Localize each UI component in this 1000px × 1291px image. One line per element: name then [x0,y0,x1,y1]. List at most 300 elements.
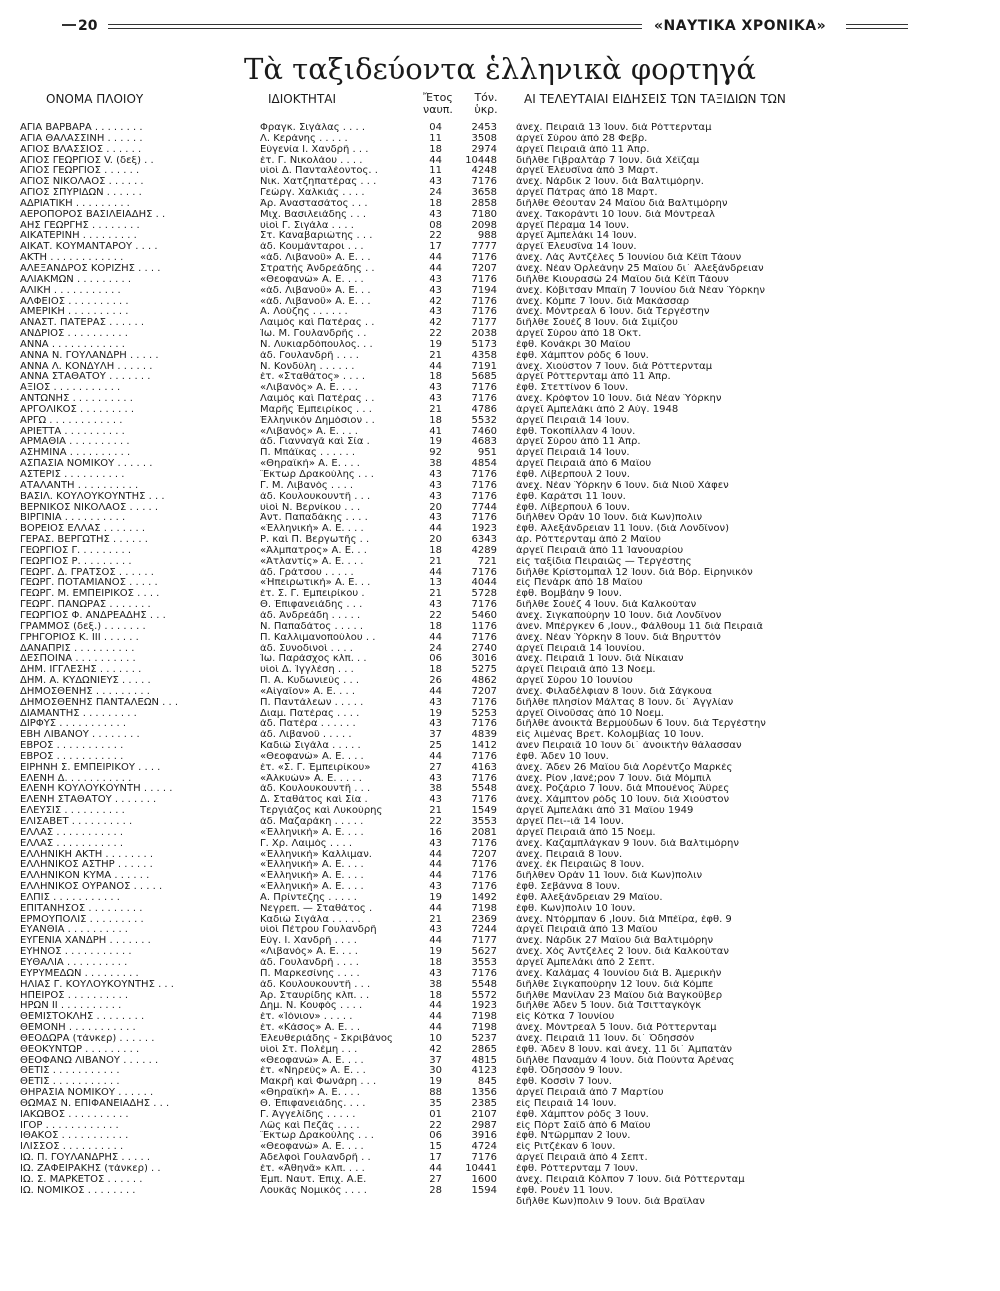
ship-name: ΗΠΕΙΡΟΣ . . . . . . . . . . [20,990,129,1001]
table-row [0,633,1000,644]
tonnage: 5728 [471,589,497,600]
owner: Νεγρεπ. — Σταθάτος . [260,903,373,914]
ship-name: ΕΥΘΑΛΙΑ . . . . . . . . . . [20,957,128,968]
ship-name: ΔΗΜ. Α. ΚΥΔΩΝΙΕΥΣ . . . . . [20,676,151,687]
build-year: 37 [429,1055,442,1066]
tonnage: 7176 [471,1153,497,1164]
build-year: 44 [429,155,442,166]
ship-name: ΕΥΓΕΝΙΑ ΧΑΝΔΡΗ . . . . . . . [20,936,151,947]
table-row [0,925,1000,936]
ship-name: ΓΕΩΡΓ. ΠΑΝΩΡΑΣ . . . . . . . [20,600,151,611]
tonnage: 3658 [471,188,497,199]
build-year: 27 [429,1174,442,1185]
owner: «Ἑλληνική» Α. Ε. . . . [260,524,364,535]
table-row [0,546,1000,557]
build-year: 38 [429,459,442,470]
ship-name: ΑΓΙΑ ΘΑΛΑΣΣΙΝΗ . . . . . . [20,133,143,144]
ship-name: ΔΗΜΟΣΘΕΝΗΣ ΠΑΝΤΑΛΕΩΝ . . . [20,697,179,708]
tonnage: 7176 [471,296,497,307]
tonnage: 1923 [471,1001,497,1012]
build-year: 44 [429,1023,442,1034]
owner: ἀδ. Γράτσου . . . . . [260,567,354,578]
latest-news: ἀργεῖ Ἀμπελάκι ἀπὸ 31 Μαΐου 1949 [516,806,694,817]
latest-news: εἰς Κότκα 7 Ἰουνίου [516,1012,615,1023]
owner: ἀδ. Κουλουκουντῆ . . . [260,979,371,990]
table-row [0,1077,1000,1088]
build-year: 30 [429,1066,442,1077]
owner: «Ἑλληνική» Α. Ε. . . . [260,860,364,871]
latest-news: ἀνεχ. Μόντρεαλ 5 Ἰουν. διὰ Ρόττερνταμ [516,1023,717,1034]
latest-news: ἀνεχ. Νέαν Ὀρλεάνην 25 Μαΐου δι᾿ Ἀλεξάνδρειαν [516,263,764,274]
tonnage: 7244 [471,925,497,936]
table-row [0,687,1000,698]
ship-name: ΓΕΩΡΓΙΟΣ Γ. . . . . . . . . [20,545,132,556]
latest-news: ἀνεχ. Κρόφτον 10 Ἰουν. διὰ Νέαν Ὑόρκην [516,394,722,405]
latest-news: διῆλθε πλησίον Μάλτας 8 Ἰουν. δι᾿ Ἀγγλίαν [516,697,734,708]
build-year: 43 [429,480,442,491]
tonnage: 2865 [471,1044,497,1055]
tonnage: 7177 [471,318,497,329]
latest-news: ἀνεχ. Ἄδεν 26 Μαΐου διὰ Λορέντζο Μαρκὲς [516,762,733,773]
table-row [0,568,1000,579]
article-title: Τὰ ταξιδεύοντα ἑλληνικὰ φορτηγά [244,52,756,86]
owner: ἐτ. «Σταθάτος» . . . . [260,372,366,383]
build-year: 42 [429,296,442,307]
latest-news: εἰς Ριτζέκαν 6 Ἰουν. [516,1142,616,1153]
build-year: 44 [429,686,442,697]
owner: «Θεοφανὼ» Α. Ε. . . . [260,1142,364,1153]
owner: Τεργιάζος καὶ Λυκούρης [260,806,383,817]
owner: Ἕκτωρ Δρακούλης . . . [260,470,374,480]
table-row [0,1175,1000,1186]
tonnage: 951 [477,448,497,459]
table-row [0,503,1000,514]
owner: ἀδ. Κουλουκουντῆ . . . [260,784,371,795]
ship-name: ΕΛΛΗΝΙΚΗ ΑΚΤΗ . . . . . . . . [20,849,154,860]
build-year: 18 [429,372,442,383]
table-row [0,253,1000,264]
ship-name: ΓΕΡΑΣ. ΒΕΡΓΩΤΗΣ . . . . . . [20,535,148,546]
tonnage: 2385 [471,1098,497,1109]
latest-news: ἐφθ. Ρόττερνταμ 7 Ἰουν. [516,1164,639,1174]
table-row [0,904,1000,915]
ship-name: ΕΥΡΥΜΕΔΩΝ . . . . . . . . . [20,968,139,979]
table-row [0,654,1000,665]
journal-title: «ΝΑΥΤΙΚΑ ΧΡΟΝΙΚΑ» [654,18,827,34]
owner: ἀδ. Γουλανδρῆ . . . . [260,350,359,361]
table-row [0,134,1000,145]
tonnage: 5572 [471,990,497,1001]
tonnage: 2987 [471,1120,497,1131]
table-row [0,1034,1000,1045]
build-year: 43 [429,307,442,318]
table-row [0,1023,1000,1034]
build-year: 44 [429,936,442,947]
table-row [0,557,1000,568]
tonnage: 4289 [471,545,497,556]
ship-name: ΔΗΜ. ΙΓΓΛΕΣΗΣ . . . . . . . [20,665,142,676]
table-row [0,644,1000,655]
tonnage: 3553 [471,817,497,827]
owner: «Ἑλληνική» Α. Ε. . . . [260,871,364,882]
table-row [0,860,1000,871]
owner: Διαμ. Πατέρας . . . . [260,708,360,719]
owner: Π. Μαρκεσίνης . . . . [260,968,360,979]
latest-news: διῆλθε Γιβραλτὰρ 7 Ἰουν. διὰ Χέϊζαμ [516,155,700,166]
tonnage: 7460 [471,426,497,437]
build-year: 04 [429,123,442,133]
table-row [0,719,1000,730]
owner: ἐτ. «Νηρεύς» Α. Ε. . . [260,1066,366,1077]
ship-name: ΑΔΡΙΑΤΙΚΗ . . . . . . . . . [20,198,130,209]
tonnage: 4862 [471,676,497,687]
ship-name: ΒΕΡΝΙΚΟΣ ΝΙΚΟΛΑΟΣ . . . . . [20,502,159,513]
build-year: 44 [429,263,442,274]
ship-name: ΘΕΟΦΑΝΩ ΛΙΒΑΝΟΥ . . . . . . [20,1055,159,1066]
tonnage: 1549 [471,806,497,817]
build-year: 28 [429,1185,442,1196]
latest-news: ἀνεχ. Καζαμπλάγκαν 9 Ἰουν. διὰ Βαλτιμόρην [516,838,739,849]
tonnage: 7744 [471,502,497,513]
latest-news: ἐφθ. Βομβάην 9 Ἰουν. [516,589,622,600]
table-row [0,145,1000,156]
build-year: 38 [429,784,442,795]
latest-news: ἀνεχ. ἐκ Πειραιῶς 8 Ἰουν. [516,860,645,871]
build-year: 19 [429,947,442,958]
ship-name: ΒΑΣΙΛ. ΚΟΥΛΟΥΚΟΥΝΤΗΣ . . . [20,491,165,502]
latest-news: ἀργεῖ Ἀμπελάκι ἀπὸ 2 Αὐγ. 1948 [516,404,679,415]
build-year: 42 [429,318,442,329]
owner: Θ. Ἐπιφανειάδης . . . [260,600,363,611]
header-rule-middle [108,24,642,29]
ship-name: ΑΙΚΑΤΕΡΙΝΗ . . . . . . . . . [20,231,137,242]
latest-news: ἀνεχ. Κόβιτσαν Μπαῒη 7 Ἰουνίου διὰ Νέαν Ὑόρκην [516,285,765,296]
build-year: 92 [429,448,442,459]
latest-news: ἀργεῖ Πειραιᾶ ἀπὸ 13 Μαΐου [516,925,658,936]
owner: Π. Παντάλεων . . . . . [260,697,364,708]
latest-news: ἀνεχ. Σιγκαπούρην 10 Ἰουν. διὰ Λονδῖνον [516,610,722,621]
owner: Π. Καλλιμανοπούλου . . [260,632,376,643]
header-rule-left [62,24,76,26]
owner: υἱοὶ Γ. Σιγάλα . . . . [260,220,354,231]
tonnage: 2081 [471,827,497,838]
build-year: 06 [429,1131,442,1142]
ship-name: ΙΑΚΩΒΟΣ . . . . . . . . . . [20,1109,129,1120]
ship-name: ΑΡΜΑΘΙΑ . . . . . . . . . . [20,437,130,448]
tonnage: 5253 [471,708,497,719]
tonnage: 7207 [471,849,497,860]
ship-table [0,123,1000,1207]
table-row [0,427,1000,438]
table-row [0,947,1000,958]
table-row [0,405,1000,416]
table-row [0,524,1000,535]
ship-name: ΘΕΜΙΣΤΟΚΛΗΣ . . . . . . . . [20,1012,145,1023]
header-rule-right [846,24,908,29]
table-row [0,188,1000,199]
table-row [0,958,1000,969]
owner: Στ. Καναβαριώτης . . . [260,231,373,242]
owner: «ἀδ. Λιβανοῦ» Α. Ε. . . [260,253,371,264]
table-row [0,362,1000,373]
build-year: 20 [429,502,442,513]
owner: Ἐμπ. Ναυτ. Ἐπιχ. Α.Ε. [260,1174,367,1185]
ship-name: ΓΕΩΡΓ. Δ. ΓΡΑΤΣΟΣ . . . . . . [20,567,154,578]
ship-name: ΙΩ. Π. ΓΟΥΛΑΝΔΡΗΣ . . . . . [20,1153,151,1164]
ship-name: ΕΛΛΑΣ . . . . . . . . . . . [20,827,124,838]
latest-news: ἐφθ. Ἀλεξάνδρειαν 29 Μαΐου. [516,892,663,903]
latest-news: διῆλθε Θέουταν 24 Μαΐου διὰ Βαλτιμόρην [516,198,728,209]
owner: «Ἀλμπατρος» Α. Ε. . . [260,545,367,556]
tonnage: 3016 [471,654,497,665]
column-header-tons: Τόν. ὑκρ. [474,91,498,116]
owner: Ἑλληνικὸν Δημόσιον . . [260,415,375,426]
table-row [0,665,1000,676]
build-year: 44 [429,1001,442,1012]
owner: Νικ. Χατζηπατέρας . . . [260,177,377,188]
owner: υἱοὶ Δ. Ἰγγλέση . . . [260,665,354,676]
owner: Γεώργ. Χαλκιάς . . . . [260,188,365,199]
table-row [0,676,1000,687]
tonnage: 4163 [471,762,497,773]
latest-news: ἀνεχ. Ρίον ,Ιανέ;ρον 7 Ἰουν. διὰ Μόμπιλ [516,773,712,784]
ship-name: ΘΕΤΙΣ . . . . . . . . . . . [20,1077,120,1088]
build-year: 15 [429,1142,442,1153]
owner: «ἀδ. Λιβανοῦ» Α. Ε. . . [260,285,371,296]
owner: υἱοὶ Ν. Βερνίκου . . . [260,502,361,513]
tonnage: 5548 [471,979,497,990]
owner: Ἰω. Παράσχος κλπ. . . [260,654,367,665]
latest-news: εἰς Πὸρτ Σαΐδ ἀπὸ 6 Μαΐου [516,1120,651,1131]
owner: «Θεοφανώ» Α. Ε. . . . [260,1055,364,1066]
build-year: 44 [429,849,442,860]
ship-name: ΑΝΝΑ . . . . . . . . . . . . [20,339,125,350]
latest-news: ἐφθ. Στεττίνον 6 Ἰουν. [516,383,629,394]
tonnage: 3553 [471,957,497,968]
tonnage: 7176 [471,773,497,784]
table-row [0,611,1000,622]
ship-name: ΕΒΡΟΣ . . . . . . . . . . . [20,751,124,762]
build-year: 22 [429,329,442,340]
ship-name: ΔΗΜΟΣΘΕΝΗΣ . . . . . . . . . [20,686,150,697]
ship-name: ΕΙΡΗΝΗ Σ. ΕΜΠΕΙΡΙΚΟΥ . . . . [20,762,161,773]
ship-name: ΑΡΓΩ . . . . . . . . . . . . [20,415,123,426]
owner: ἀδ. Πατέρα . . . . . . [260,719,356,730]
ship-name: ΑΗΣ ΓΕΩΡΓΗΣ . . . . . . . . [20,220,140,231]
tonnage: 5275 [471,665,497,676]
latest-news: ἀρ. Ρόττερνταμ ἀπὸ 2 Μαΐου [516,535,661,546]
tonnage: 1176 [471,621,497,632]
build-year: 16 [429,827,442,838]
owner: Δ. Σταθάτος καὶ Σία . [260,795,368,806]
ship-name: ΓΕΩΡΓΙΟΣ Ρ. . . . . . . . . [20,556,132,567]
build-year: 44 [429,567,442,578]
owner: Λουκᾶς Νομικὸς . . . . [260,1185,367,1196]
tonnage: 1923 [471,524,497,535]
latest-news: ἀργεῖ Πέραμα 14 Ἰουν. [516,220,630,231]
build-year: 43 [429,209,442,220]
table-row [0,264,1000,275]
table-row [0,416,1000,427]
table-row [0,752,1000,763]
tonnage: 7176 [471,860,497,871]
table-row [0,470,1000,481]
ship-name: ΓΕΩΡΓ. ΠΟΤΑΜΙΑΝΟΣ . . . . . [20,578,158,589]
ship-name: ΙΘΑΚΟΣ . . . . . . . . . . . [20,1131,129,1142]
build-year: 18 [429,415,442,426]
tonnage: 5685 [471,372,497,383]
build-year: 18 [429,621,442,632]
tonnage: 7194 [471,285,497,296]
owner: ἀδ. Λιβανοῦ . . . . . [260,730,352,741]
latest-news: ἐφθ. Ἄδεν 10 Ἰουν. [516,751,609,762]
latest-news: ἀνεν Πειραιᾶ 10 Ἰουν δι᾿ ἀνοικτὴν θάλασσαν [516,741,742,752]
tonnage: 7176 [471,838,497,849]
owner: Ἰω. Μ. Γουλανδρῆς . . [260,329,367,340]
latest-news: ἀνεχ. Χιούστον 7 Ἰουν. διὰ Ρόττερνταμ [516,361,713,372]
ship-name: ΑΓΙΟΣ ΓΕΩΡΓΙΟΣ V. (δεξ) . . [20,155,154,166]
ship-name: ΕΛΕΝΗ ΣΤΑΘΑΤΟΥ . . . . . . . [20,795,157,806]
tonnage: 10448 [465,155,497,166]
owner: ἐτ. «Σ. Γ. Ἐμπειρίκου» [260,762,371,773]
table-row [0,242,1000,253]
table-row [0,1012,1000,1023]
latest-news: διῆλθε Σιγκαπούρην 12 Ἰουν. διὰ Κόμπε [516,979,714,990]
build-year: 43 [429,285,442,296]
latest-news: ἀνεχ. Λὰς Ἀντζέλες 5 Ἰουνίου διὰ Κέϊπ Τάουν [516,253,742,264]
tonnage: 7176 [471,307,497,318]
tonnage: 1492 [471,892,497,903]
latest-news: ἐφθ. Λίβερπουλ 2 Ἰουν. [516,470,630,480]
table-row [0,513,1000,524]
tonnage: 2369 [471,914,497,925]
build-year: 11 [429,166,442,177]
ship-name: ΑΝΔΡΙΟΣ . . . . . . . . . . [20,329,128,340]
owner: Μιχ. Βασιλειάδης . . . [260,209,367,220]
tonnage: 4683 [471,437,497,448]
latest-news: ἀργεῖ Ἀμπελάκι ἀπὸ 2 Σεπτ. [516,957,655,968]
owner: ἀδ. Κουμάνταροι . . . [260,242,364,253]
build-year: 38 [429,979,442,990]
ship-name: ΑΙΚΑΤ. ΚΟΥΜΑΝΤΑΡΟΥ . . . . [20,242,158,253]
build-year: 25 [429,741,442,752]
ship-name: ΕΛΛΑΣ . . . . . . . . . . . [20,838,124,849]
table-row [0,1153,1000,1164]
table-row [0,307,1000,318]
ship-name: ΑΡΙΕΤΤΑ . . . . . . . . . . [20,426,125,437]
build-year: 22 [429,817,442,827]
build-year: 18 [429,144,442,155]
tonnage: 721 [477,556,497,567]
build-year: 19 [429,437,442,448]
build-year: 19 [429,708,442,719]
ship-name: ΘΕΤΙΣ . . . . . . . . . . . [20,1066,120,1077]
owner: «Θηραϊκή» Α. Ε. . . . [260,1088,360,1099]
table-row [0,231,1000,242]
table-row [0,839,1000,850]
owner: ἀδ. Γουλανδρῆ . . . . [260,957,359,968]
tonnage: 7176 [471,274,497,285]
table-row [0,589,1000,600]
page-number: 20 [78,18,98,34]
latest-news: ἀργεῖ Ἐλευσῖνα ἀπὸ 3 Μαρτ. [516,166,659,177]
tonnage: 4815 [471,1055,497,1066]
latest-news: ἀνεχ. Ντόρμπαν 6 ,Ιουν. διὰ Μπέϊρα, ἐφθ. 9 [516,914,732,925]
owner: Λαιμὸς καὶ Πατέρας . . [260,318,375,329]
table-row [0,806,1000,817]
owner: «ἀδ. Λιβανοῦ» Α. Ε. . . [260,296,371,307]
table-row [0,166,1000,177]
latest-news: ἐφθ. Χάμπτον ρὸδς 6 Ἰουν. [516,350,649,361]
ship-name: ΙΩ. ΖΑΦΕΙΡΑΚΗΣ (τάνκερ) . . [20,1164,161,1174]
ship-name: ΑΣΤΕΡΙΣ . . . . . . . . . . [20,470,125,480]
latest-news: ἀνεχ. Πειραιᾶ 13 Ἰουν. διὰ Ρόττερνταμ [516,123,712,133]
table-row [0,177,1000,188]
ship-name: ΔΕΣΠΟΙΝΑ . . . . . . . . . . [20,654,136,665]
ship-name: ΑΣΠΑΣΙΑ ΝΟΜΙΚΟΥ . . . . . . [20,459,153,470]
owner: «Θεοφανώ» Α. Ε. . . . [260,274,364,285]
ship-name: ΕΛΕΥΣΙΣ . . . . . . . . . . [20,806,125,817]
table-row [0,622,1000,633]
tonnage: 7176 [471,795,497,806]
owner: Ἀντ. Παπαδάκης . . . . [260,513,368,524]
owner: «Θηραϊκή» Α. Ε. . . . [260,459,360,470]
latest-news: ἐφθ. Ὀδησσὸν 9 Ἰουν. [516,1066,623,1077]
table-row [0,1121,1000,1132]
build-year: 37 [429,730,442,741]
tonnage: 6343 [471,535,497,546]
build-year: 44 [429,903,442,914]
tonnage: 7198 [471,1012,497,1023]
table-row [0,210,1000,221]
ship-name: ΓΡΑΜΜΟΣ (δεξ.) . . . . . . . [20,621,146,632]
build-year: 43 [429,719,442,730]
build-year: 20 [429,535,442,546]
table-row [0,459,1000,470]
table-row [0,817,1000,828]
latest-news: ἀνεχ. Τακοράντι 10 Ἰουν. διὰ Μόντρεαλ [516,209,715,220]
latest-news: ἐφθ. Λίβερπουλ 6 Ἰουν. [516,502,630,513]
latest-news: διῆλθε Κων)πολιν 9 Ἰουν. διὰ Βραΐλαν [516,1196,705,1207]
owner: Μακρῆ καὶ Φωνάρη . . . [260,1077,377,1088]
owner: υἱοὶ Πέτρου Γουλανδρῆ [260,925,377,936]
table-row [0,1088,1000,1099]
tonnage: 4839 [471,730,497,741]
owner: Π. Μπάϊκας . . . . . . [260,448,355,459]
table-row [0,1099,1000,1110]
build-year: 01 [429,1109,442,1120]
build-year: 44 [429,860,442,871]
ship-name: ΙΓΟΡ . . . . . . . . . . . . [20,1120,119,1131]
table-row [0,340,1000,351]
tonnage: 7198 [471,1023,497,1034]
table-row [0,763,1000,774]
tonnage: 3916 [471,1131,497,1142]
build-year: 19 [429,1077,442,1088]
latest-news: ἀργεῖ Σύρου ἀπὸ 18 Ὀκτ. [516,329,642,340]
tonnage: 7207 [471,263,497,274]
build-year: 19 [429,892,442,903]
build-year: 08 [429,220,442,231]
owner: Ἀρ. Ἀναστασάτος . . . [260,198,368,209]
latest-news: ἀργεῖ Πειραιᾶ ἀπὸ 7 Μαρτίου [516,1088,664,1099]
owner: ἐτ. Γ. Νικολάου . . . . [260,155,363,166]
table-row [0,221,1000,232]
latest-news: ἀνεχ. Χὸς Ἀντζέλες 2 Ἰουν. διὰ Καλκούταν [516,947,729,958]
table-row [0,297,1000,308]
ship-name: ΑΝΤΩΝΗΣ . . . . . . . . . . [20,394,133,405]
owner: Στρατής Ἀνδρεάδης . . [260,263,375,274]
